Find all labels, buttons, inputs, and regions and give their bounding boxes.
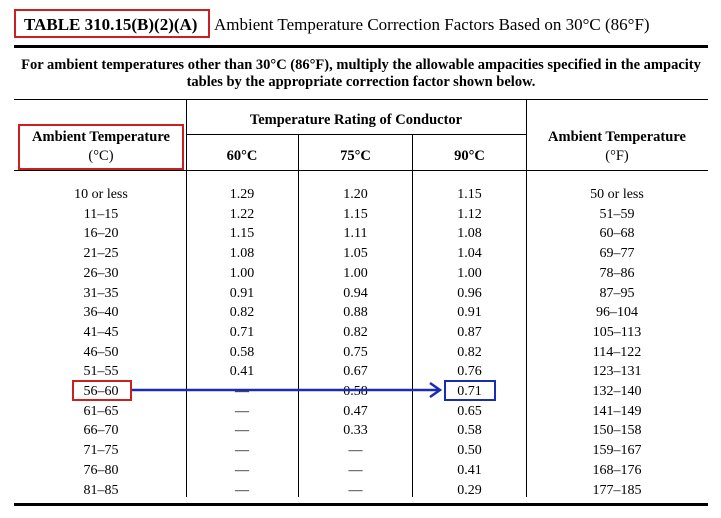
cell-60c: —	[235, 423, 249, 439]
cell-75c: 1.05	[343, 246, 368, 262]
cell-90c: 0.65	[457, 403, 482, 419]
header-ambient-f: Ambient Temperature	[548, 129, 686, 145]
header-ambient-c-unit: (°C)	[88, 148, 114, 164]
cell-60c: —	[235, 384, 249, 399]
table-caption: Ambient Temperature Correction Factors Based on 30°C (86°F)	[214, 15, 650, 34]
cell-75c: 0.33	[343, 423, 368, 439]
cell-75c: 0.82	[343, 324, 368, 340]
cell-60c: 0.58	[229, 344, 255, 360]
cell-ambient-f: 123–131	[592, 364, 642, 380]
cell-ambient-c: 76–80	[83, 462, 119, 478]
cell-ambient-f: 132–140	[592, 384, 642, 399]
cell-ambient-c: 61–65	[83, 403, 119, 419]
cell-90c: 1.08	[457, 226, 482, 242]
header-ambient-c: Ambient Temperature	[32, 129, 170, 145]
cell-75c: 0.47	[343, 403, 368, 419]
cell-ambient-f: 87–95	[599, 285, 635, 301]
header-rating-group: Temperature Rating of Conductor	[249, 112, 463, 128]
cell-75c: 0.88	[343, 305, 368, 321]
cell-ambient-c: 21–25	[83, 246, 119, 262]
cell-60c: 0.41	[229, 364, 255, 380]
cell-ambient-c: 10 or less	[74, 187, 128, 202]
cell-60c: —	[235, 462, 249, 478]
table-number: TABLE 310.15(B)(2)(A)	[24, 15, 198, 34]
cell-90c: 0.29	[457, 482, 482, 498]
cell-90c: 1.00	[457, 265, 482, 281]
cell-60c: 1.29	[229, 187, 255, 202]
cell-ambient-f: 168–176	[592, 462, 642, 478]
cell-90c: 0.71	[457, 384, 482, 399]
intro-text: For ambient temperatures other than 30°C (86°F), multiply the allowable ampacities specified in the ampacity tables by the appropriate correction factor shown below.	[21, 57, 701, 90]
cell-90c: 0.96	[457, 285, 482, 301]
cell-ambient-f: 159–167	[592, 443, 642, 459]
cell-ambient-f: 51–59	[599, 206, 635, 222]
cell-90c: 0.91	[457, 305, 482, 321]
cell-ambient-c: 16–20	[83, 226, 119, 242]
cell-75c: —	[348, 462, 363, 478]
cell-90c: 0.41	[457, 462, 482, 478]
cell-ambient-c: 71–75	[83, 443, 119, 459]
cell-90c: 1.04	[457, 246, 482, 262]
cell-75c: 0.67	[343, 364, 368, 380]
cell-75c: 1.20	[343, 187, 368, 202]
cell-ambient-c: 31–35	[83, 285, 119, 301]
cell-ambient-f: 141–149	[592, 403, 642, 419]
cell-ambient-c: 66–70	[83, 423, 119, 439]
cell-60c: —	[235, 482, 249, 498]
cell-90c: 0.76	[457, 364, 482, 380]
cell-60c: —	[235, 443, 249, 459]
cell-ambient-f: 177–185	[592, 482, 642, 498]
cell-90c: 0.50	[457, 443, 482, 459]
cell-90c: 0.87	[457, 324, 482, 340]
cell-60c: 1.00	[229, 265, 255, 281]
cell-90c: 1.12	[457, 206, 482, 222]
cell-75c: 0.75	[343, 344, 368, 360]
cell-ambient-c: 81–85	[83, 482, 119, 498]
cell-75c: —	[348, 443, 363, 459]
cell-ambient-f: 96–104	[596, 305, 638, 321]
cell-60c: —	[235, 403, 249, 419]
cell-ambient-f: 78–86	[599, 265, 635, 281]
header-col-90: 90°C	[454, 148, 485, 164]
cell-ambient-f: 50 or less	[590, 187, 644, 202]
cell-90c: 0.58	[457, 423, 482, 439]
cell-60c: 0.82	[229, 305, 255, 321]
cell-75c: 1.15	[343, 206, 368, 222]
cell-75c: 1.00	[343, 265, 368, 281]
cell-90c: 1.15	[457, 187, 482, 202]
cell-75c: 1.11	[343, 226, 368, 242]
cell-ambient-f: 60–68	[599, 226, 635, 242]
cell-60c: 1.22	[229, 206, 255, 222]
cell-60c: 1.08	[229, 246, 255, 262]
cell-ambient-f: 114–122	[592, 344, 642, 360]
cell-75c: 0.94	[343, 285, 368, 301]
header-col-60: 60°C	[226, 148, 258, 164]
cell-ambient-c: 41–45	[83, 324, 119, 340]
cell-ambient-c: 36–40	[83, 305, 119, 321]
cell-60c: 0.71	[229, 324, 255, 340]
cell-ambient-c: 46–50	[83, 344, 119, 360]
cell-ambient-c: 11–15	[83, 206, 119, 222]
cell-ambient-f: 105–113	[592, 324, 642, 340]
cell-75c: 0.58	[343, 384, 368, 399]
cell-ambient-f: 150–158	[592, 423, 642, 439]
header-ambient-f-unit: (°F)	[605, 148, 629, 164]
cell-90c: 0.82	[457, 344, 482, 360]
cell-ambient-c: 51–55	[83, 364, 119, 380]
cell-60c: 0.91	[229, 285, 255, 301]
cell-60c: 1.15	[229, 226, 255, 242]
cell-75c: —	[348, 482, 363, 498]
bottom-rule	[14, 503, 708, 506]
header-col-75: 75°C	[340, 148, 371, 164]
cell-ambient-c: 56–60	[83, 384, 119, 399]
cell-ambient-f: 69–77	[599, 246, 635, 262]
cell-ambient-c: 26–30	[83, 265, 119, 281]
